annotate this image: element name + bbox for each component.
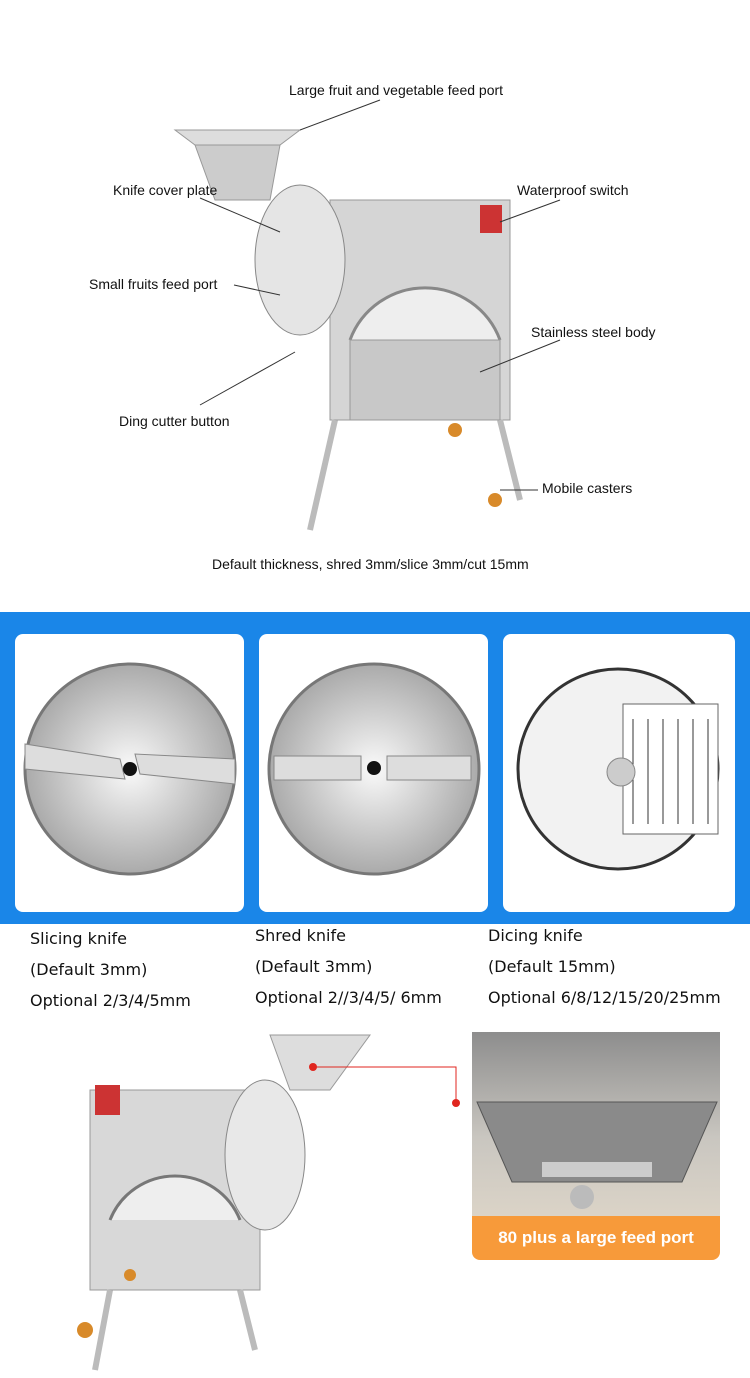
slicing-knife-card xyxy=(15,634,244,912)
knife-default: (Default 15mm) xyxy=(488,957,616,976)
slicing-knife-text xyxy=(30,923,191,1016)
machine-side-illustration xyxy=(0,1030,470,1378)
knife-default: (Default 3mm) xyxy=(30,960,148,979)
callout-waterproof-switch: Waterproof switch xyxy=(517,182,629,198)
knife-optional: Optional 6/8/12/15/20/25mm xyxy=(488,988,721,1007)
knife-optional: Optional 2//3/4/5/ 6mm xyxy=(255,988,442,1007)
dicing-knife-text xyxy=(488,920,721,1013)
shred-knife-card xyxy=(259,634,488,912)
feed-port-photo xyxy=(472,1032,720,1224)
knife-name: Shred knife xyxy=(255,926,346,945)
thickness-caption: Default thickness, shred 3mm/slice 3mm/cut 15mm xyxy=(212,556,529,572)
dicing-knife-card xyxy=(503,634,735,912)
slicing-knife-image xyxy=(15,634,244,912)
knife-default: (Default 3mm) xyxy=(255,957,373,976)
shred-knife-image xyxy=(259,634,488,912)
callout-knife-cover: Knife cover plate xyxy=(113,182,218,198)
knife-name: Slicing knife xyxy=(30,929,127,948)
shred-knife-text xyxy=(255,920,442,1013)
dicing-knife-image xyxy=(503,634,735,912)
callout-feed-port: Large fruit and vegetable feed port xyxy=(289,82,504,98)
knife-name: Dicing knife xyxy=(488,926,583,945)
callout-ding-button: Ding cutter button xyxy=(119,413,230,429)
callout-small-feed-port: Small fruits feed port xyxy=(89,276,218,292)
feed-port-badge: 80 plus a large feed port xyxy=(472,1216,720,1260)
callout-steel-body: Stainless steel body xyxy=(531,324,656,340)
knife-optional: Optional 2/3/4/5mm xyxy=(30,991,191,1010)
callout-casters: Mobile casters xyxy=(542,480,633,496)
